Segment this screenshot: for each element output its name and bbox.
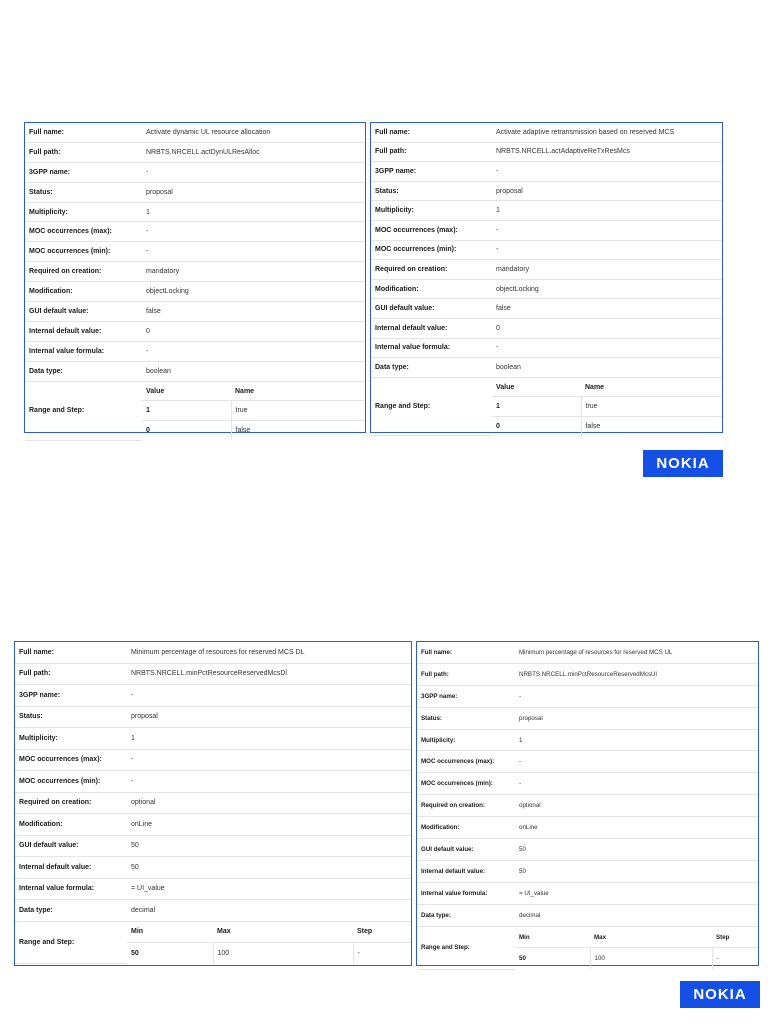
row-internal-default bbox=[371, 318, 722, 338]
label-moc-min: MOC occurrences (min): bbox=[25, 242, 142, 262]
row-required bbox=[25, 262, 365, 282]
range-cell-value: 0 bbox=[496, 422, 500, 430]
value-moc-min: - bbox=[515, 773, 758, 795]
row-internal-formula bbox=[371, 338, 722, 358]
value-gui-default: false bbox=[492, 299, 722, 319]
row-multiplicity bbox=[15, 728, 411, 750]
range-header-row bbox=[25, 381, 365, 401]
parameter-card-act-adaptive-retx-res-mcs bbox=[370, 122, 723, 433]
parameter-table bbox=[417, 642, 758, 970]
nokia-logo: NOKIA bbox=[643, 450, 723, 477]
label-full-name: Full name: bbox=[417, 642, 515, 663]
row-modification bbox=[371, 279, 722, 299]
value-multiplicity: 1 bbox=[127, 728, 411, 750]
row-moc-min bbox=[25, 242, 365, 262]
range-header-max: Max bbox=[213, 921, 353, 943]
parameter-card-min-pct-resource-reserved-mcs-dl bbox=[14, 641, 412, 966]
label-internal-default: Internal default value: bbox=[25, 321, 142, 341]
range-cell-name: false bbox=[581, 416, 722, 435]
value-required: mandatory bbox=[142, 262, 365, 282]
value-full-name: Minimum percentage of resources for reserved MCS DL bbox=[127, 642, 411, 663]
value-multiplicity: 1 bbox=[142, 202, 365, 222]
label-internal-formula: Internal value formula: bbox=[371, 338, 492, 358]
row-internal-formula bbox=[417, 882, 758, 904]
range-header-value: Value bbox=[492, 377, 581, 397]
label-moc-max: MOC occurrences (max): bbox=[25, 222, 142, 242]
value-3gpp-name: - bbox=[142, 162, 365, 182]
row-moc-max bbox=[15, 749, 411, 771]
label-data-type: Data type: bbox=[417, 904, 515, 926]
value-gui-default: 50 bbox=[515, 839, 758, 861]
row-modification bbox=[25, 282, 365, 302]
label-modification: Modification: bbox=[371, 279, 492, 299]
row-gui-default bbox=[25, 302, 365, 322]
value-full-path: NRBTS.NRCELL.actDynULResAlloc bbox=[142, 142, 365, 162]
label-range-step: Range and Step: bbox=[25, 381, 142, 440]
range-header-step: Step bbox=[353, 921, 411, 943]
value-status: proposal bbox=[492, 181, 722, 201]
label-gui-default: GUI default value: bbox=[371, 299, 492, 319]
label-moc-max: MOC occurrences (max): bbox=[371, 220, 492, 240]
value-multiplicity: 1 bbox=[515, 729, 758, 751]
label-gui-default: GUI default value: bbox=[15, 835, 127, 857]
row-required bbox=[417, 795, 758, 817]
value-status: proposal bbox=[127, 706, 411, 728]
parameter-table bbox=[25, 123, 365, 441]
label-multiplicity: Multiplicity: bbox=[371, 201, 492, 221]
row-gui-default bbox=[15, 835, 411, 857]
value-3gpp-name: - bbox=[515, 685, 758, 707]
row-status bbox=[371, 181, 722, 201]
label-data-type: Data type: bbox=[371, 358, 492, 378]
label-data-type: Data type: bbox=[15, 900, 127, 922]
value-data-type: decimal bbox=[515, 904, 758, 926]
label-status: Status: bbox=[371, 181, 492, 201]
row-gui-default bbox=[417, 839, 758, 861]
value-3gpp-name: - bbox=[127, 685, 411, 707]
row-full-path bbox=[371, 142, 722, 162]
range-cell-value: 0 bbox=[146, 427, 150, 435]
label-full-name: Full name: bbox=[371, 123, 492, 142]
value-moc-min: - bbox=[142, 242, 365, 262]
range-header-name: Name bbox=[231, 381, 365, 401]
label-status: Status: bbox=[417, 707, 515, 729]
value-modification: objectLocking bbox=[492, 279, 722, 299]
row-full-name bbox=[25, 123, 365, 142]
range-cell-name: false bbox=[231, 421, 365, 440]
value-internal-formula: = UI_value bbox=[127, 878, 411, 900]
value-required: optional bbox=[515, 795, 758, 817]
label-range-step: Range and Step: bbox=[15, 921, 127, 964]
label-full-name: Full name: bbox=[25, 123, 142, 142]
row-full-name bbox=[371, 123, 722, 142]
label-3gpp-name: 3GPP name: bbox=[371, 162, 492, 182]
value-3gpp-name: - bbox=[492, 162, 722, 182]
value-internal-default: 50 bbox=[127, 857, 411, 879]
label-modification: Modification: bbox=[15, 814, 127, 836]
label-moc-min: MOC occurrences (min): bbox=[417, 773, 515, 795]
value-full-path: NRBTS.NRCELL.minPctResourceReservedMcsDl bbox=[127, 663, 411, 685]
range-cell-max: 100 bbox=[213, 943, 353, 964]
value-full-name: Activate dynamic UL resource allocation bbox=[142, 123, 365, 142]
range-header-min: Min bbox=[515, 926, 590, 948]
value-required: mandatory bbox=[492, 260, 722, 280]
label-internal-formula: Internal value formula: bbox=[15, 878, 127, 900]
value-internal-formula: - bbox=[492, 338, 722, 358]
row-moc-max bbox=[371, 220, 722, 240]
row-status bbox=[417, 707, 758, 729]
row-multiplicity bbox=[371, 201, 722, 221]
range-header-max: Max bbox=[590, 926, 712, 948]
range-cell-name: true bbox=[231, 401, 365, 421]
label-full-path: Full path: bbox=[371, 142, 492, 162]
row-modification bbox=[15, 814, 411, 836]
value-full-path: NRBTS.NRCELL.actAdaptiveReTxResMcs bbox=[492, 142, 722, 162]
label-3gpp-name: 3GPP name: bbox=[417, 685, 515, 707]
row-data-type bbox=[417, 904, 758, 926]
label-multiplicity: Multiplicity: bbox=[15, 728, 127, 750]
label-moc-min: MOC occurrences (min): bbox=[15, 771, 127, 793]
label-data-type: Data type: bbox=[25, 361, 142, 381]
value-modification: objectLocking bbox=[142, 282, 365, 302]
range-cell-value: 1 bbox=[492, 397, 581, 417]
value-multiplicity: 1 bbox=[492, 201, 722, 221]
range-header-step: Step bbox=[712, 926, 758, 948]
label-range-step: Range and Step: bbox=[371, 377, 492, 435]
row-3gpp-name bbox=[417, 685, 758, 707]
row-status bbox=[25, 182, 365, 202]
row-3gpp-name bbox=[25, 162, 365, 182]
row-status bbox=[15, 706, 411, 728]
value-data-type: boolean bbox=[492, 358, 722, 378]
row-moc-min bbox=[15, 771, 411, 793]
value-internal-default: 0 bbox=[492, 318, 722, 338]
value-internal-default: 50 bbox=[515, 860, 758, 882]
range-cell-min: 50 bbox=[519, 955, 526, 963]
row-internal-default bbox=[15, 857, 411, 879]
row-data-type bbox=[371, 358, 722, 378]
label-full-path: Full path: bbox=[417, 663, 515, 685]
label-full-name: Full name: bbox=[15, 642, 127, 663]
nokia-logo: NOKIA bbox=[680, 981, 760, 1008]
label-gui-default: GUI default value: bbox=[25, 302, 142, 322]
range-header-row bbox=[15, 921, 411, 943]
range-header-value: Value bbox=[142, 381, 231, 401]
value-full-path: NRBTS.NRCELL.minPctResourceReservedMcsUl bbox=[515, 663, 758, 685]
row-internal-formula bbox=[15, 878, 411, 900]
label-range-step: Range and Step: bbox=[417, 926, 515, 969]
range-header-name: Name bbox=[581, 377, 722, 397]
value-moc-max: - bbox=[492, 220, 722, 240]
row-multiplicity bbox=[25, 202, 365, 222]
label-required: Required on creation: bbox=[15, 792, 127, 814]
row-required bbox=[371, 260, 722, 280]
row-internal-default bbox=[417, 860, 758, 882]
label-gui-default: GUI default value: bbox=[417, 839, 515, 861]
label-modification: Modification: bbox=[25, 282, 142, 302]
value-modification: onLine bbox=[127, 814, 411, 836]
row-full-path bbox=[417, 663, 758, 685]
row-internal-default bbox=[25, 321, 365, 341]
label-3gpp-name: 3GPP name: bbox=[25, 162, 142, 182]
row-moc-min bbox=[371, 240, 722, 260]
value-internal-formula: = UI_value bbox=[515, 882, 758, 904]
value-data-type: decimal bbox=[127, 900, 411, 922]
row-data-type bbox=[25, 361, 365, 381]
label-internal-default: Internal default value: bbox=[417, 860, 515, 882]
row-full-path bbox=[25, 142, 365, 162]
value-modification: onLine bbox=[515, 817, 758, 839]
value-moc-min: - bbox=[127, 771, 411, 793]
label-required: Required on creation: bbox=[25, 262, 142, 282]
value-moc-max: - bbox=[127, 749, 411, 771]
row-3gpp-name bbox=[15, 685, 411, 707]
range-cell-name: true bbox=[581, 397, 722, 417]
label-3gpp-name: 3GPP name: bbox=[15, 685, 127, 707]
row-modification bbox=[417, 817, 758, 839]
value-internal-default: 0 bbox=[142, 321, 365, 341]
row-internal-formula bbox=[25, 341, 365, 361]
value-full-name: Activate adaptive retransmission based on reserved MCS bbox=[492, 123, 722, 142]
range-cell-step: - bbox=[712, 948, 758, 969]
parameter-card-act-dyn-ul-res-alloc bbox=[24, 122, 366, 433]
row-moc-max bbox=[417, 751, 758, 773]
label-internal-default: Internal default value: bbox=[371, 318, 492, 338]
row-moc-max bbox=[25, 222, 365, 242]
row-full-name bbox=[15, 642, 411, 663]
range-header-row bbox=[417, 926, 758, 948]
label-internal-formula: Internal value formula: bbox=[417, 882, 515, 904]
label-full-path: Full path: bbox=[25, 142, 142, 162]
label-multiplicity: Multiplicity: bbox=[25, 202, 142, 222]
range-header-row bbox=[371, 377, 722, 397]
label-modification: Modification: bbox=[417, 817, 515, 839]
value-internal-formula: - bbox=[142, 341, 365, 361]
row-multiplicity bbox=[417, 729, 758, 751]
label-internal-default: Internal default value: bbox=[15, 857, 127, 879]
label-moc-max: MOC occurrences (max): bbox=[417, 751, 515, 773]
row-3gpp-name bbox=[371, 162, 722, 182]
parameter-table bbox=[371, 123, 722, 436]
label-required: Required on creation: bbox=[371, 260, 492, 280]
range-cell-value: 1 bbox=[142, 401, 231, 421]
value-moc-min: - bbox=[492, 240, 722, 260]
row-required bbox=[15, 792, 411, 814]
label-moc-min: MOC occurrences (min): bbox=[371, 240, 492, 260]
label-multiplicity: Multiplicity: bbox=[417, 729, 515, 751]
value-required: optional bbox=[127, 792, 411, 814]
value-status: proposal bbox=[142, 182, 365, 202]
row-data-type bbox=[15, 900, 411, 922]
label-required: Required on creation: bbox=[417, 795, 515, 817]
value-gui-default: 50 bbox=[127, 835, 411, 857]
range-cell-step: - bbox=[353, 943, 411, 964]
value-full-name: Minimum percentage of resources for reserved MCS UL bbox=[515, 642, 758, 663]
range-header-min: Min bbox=[127, 921, 213, 943]
row-full-name bbox=[417, 642, 758, 663]
parameter-card-min-pct-resource-reserved-mcs-ul bbox=[416, 641, 759, 966]
row-full-path bbox=[15, 663, 411, 685]
label-full-path: Full path: bbox=[15, 663, 127, 685]
value-data-type: boolean bbox=[142, 361, 365, 381]
range-cell-max: 100 bbox=[590, 948, 712, 969]
value-moc-max: - bbox=[142, 222, 365, 242]
row-moc-min bbox=[417, 773, 758, 795]
row-gui-default bbox=[371, 299, 722, 319]
value-moc-max: - bbox=[515, 751, 758, 773]
value-status: proposal bbox=[515, 707, 758, 729]
label-status: Status: bbox=[25, 182, 142, 202]
range-cell-min: 50 bbox=[131, 949, 139, 957]
label-internal-formula: Internal value formula: bbox=[25, 341, 142, 361]
label-status: Status: bbox=[15, 706, 127, 728]
label-moc-max: MOC occurrences (max): bbox=[15, 749, 127, 771]
parameter-table bbox=[15, 642, 411, 964]
value-gui-default: false bbox=[142, 302, 365, 322]
